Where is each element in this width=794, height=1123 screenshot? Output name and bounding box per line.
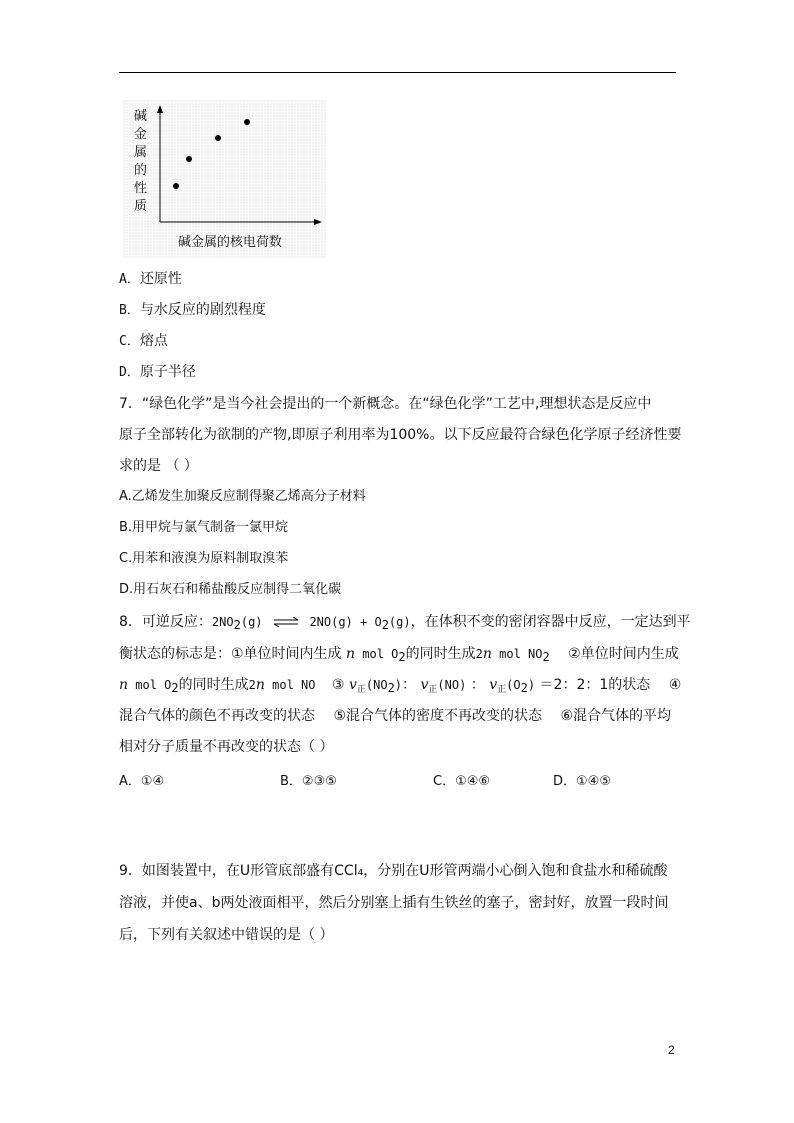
q8-line-4: 混合气体的颜色不再改变的状态 ⑤混合气体的密度不再改变的状态 ⑥混合气体的平均 <box>119 708 671 724</box>
q8-option-b: B．②③⑤ <box>280 774 337 789</box>
y-label-char: 碱 <box>134 109 148 124</box>
q7-option-a: A.乙烯发生加聚反应制得聚乙烯高分子材料 <box>119 489 366 504</box>
alkali-metal-figure <box>123 100 326 258</box>
y-label-char: 的 <box>134 163 148 178</box>
q8-line-1: 8．可逆反应：$2NO_2(g) 2NO(g) + O_2(g)$，在体积不变的密闭容器中反应，一定达到平 <box>119 614 691 632</box>
data-point-2 <box>186 156 192 162</box>
q7-option-d: D.用石灰石和稀盐酸反应制得二氧化碳 <box>119 582 342 597</box>
q8-option-a: A．①④ <box>119 774 165 789</box>
y-label-char: 性 <box>134 181 148 196</box>
q8-line-5: 相对分子质量不再改变的状态（ ） <box>119 739 334 755</box>
q7-stem-line-1: 7．“绿色化学”是当今社会提出的一个新概念。在“绿色化学”工艺中,理想状态是反应中 <box>119 396 652 412</box>
q7-option-c: C.用苯和液溴为原料制取溴苯 <box>119 551 289 566</box>
q7-stem-line-2: 原子全部转化为欲制的产物,即原子利用率为100%。以下反应最符合绿色化学原子经济性要 <box>119 427 682 443</box>
q7-option-b: B.用甲烷与氯气制备一氯甲烷 <box>119 520 289 535</box>
y-label-char: 金 <box>134 127 148 142</box>
q8-line-2: 衡状态的标志是：①单位时间内生成 n mol $O_2$的同时生成2n mol $NO_2$ ②单位时间内生成 <box>119 646 679 664</box>
q6-option-c: C．熔点 <box>119 333 168 349</box>
equilibrium-arrow-icon <box>273 617 299 627</box>
y-label-char: 质 <box>134 199 148 214</box>
q6-option-b: B．与水反应的剧烈程度 <box>119 302 266 318</box>
q9-stem-line-1: 9．如图装置中，在U形管底部盛有CCl₄，分别在U形管两端小心倒入饱和食盐水和稀硫酸 <box>119 863 668 879</box>
q6-option-a: A．还原性 <box>119 271 182 287</box>
q6-option-d: D．原子半径 <box>119 364 196 380</box>
q8-option-c: C．①④⑥ <box>433 774 491 789</box>
page-number: 2 <box>668 1043 675 1057</box>
q8-line-3: n mol $O_2$的同时生成2n mol NO ③ $v_正(NO_2)$： $v_正(NO)$ ： $v_正(O_2) =2$：2：1的状态 ④ <box>119 677 682 695</box>
q9-stem-line-3: 后，下列有关叙述中错误的是（ ） <box>119 927 334 943</box>
q7-stem-line-3: 求的是 （ ） <box>119 458 198 474</box>
q9-stem-line-2: 溶液，并使a、b两处液面相平，然后分别塞上插有生铁丝的塞子，密封好，放置一段时间 <box>119 895 669 911</box>
y-label-char: 属 <box>134 145 148 160</box>
data-point-4 <box>244 119 250 125</box>
x-axis-label: 碱金属的核电荷数 <box>178 235 283 250</box>
header-rule <box>119 72 676 73</box>
q8-option-d: D．①④⑤ <box>553 774 611 789</box>
data-point-3 <box>215 135 221 141</box>
data-point-1 <box>173 183 179 189</box>
